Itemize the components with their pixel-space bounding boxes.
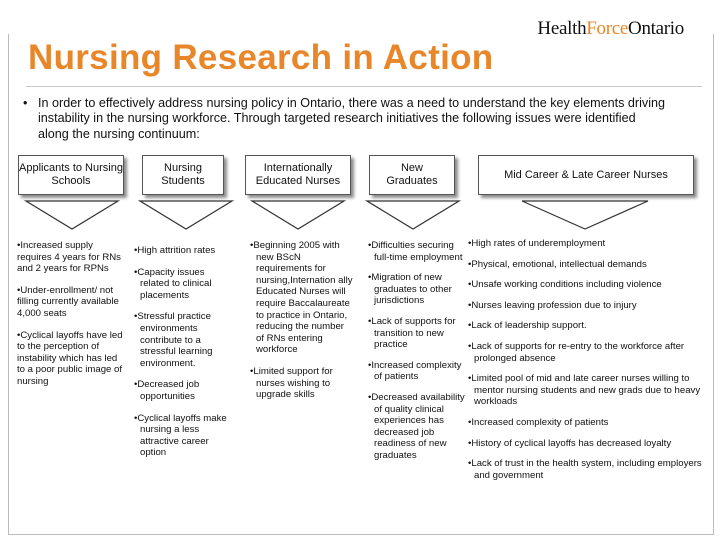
list-item: •Stressful practice environments contribute to a stressful learning environment. — [134, 311, 213, 369]
slide-title: Nursing Research in Action — [28, 38, 494, 77]
issues-list-students — [134, 240, 252, 469]
list-item: •Limited pool of mid and late career nurses willing to mentor nursing students and new grads due to heavy workloads — [468, 373, 701, 408]
list-item: •Lack of leadership support. — [468, 320, 587, 332]
logo-text-ontario: Ontario — [628, 18, 684, 39]
list-item: •Limited support for nurses wishing to upgrade skills — [250, 365, 333, 401]
list-item: •Capacity issues related to clinical placements — [134, 266, 212, 301]
down-arrow-icon — [520, 199, 650, 231]
list-item: •Lack of supports for re-entry to the workforce after prolonged absence — [468, 340, 685, 364]
list-item: •Difficulties securing full-time employment — [368, 240, 463, 263]
list-item: •Lack of supports for transition to new practice — [368, 315, 456, 351]
list-item: •Beginning 2005 with new BScN requirements for nursing,Internation ally Educated Nurses will require Baccalaureate to practice in Ontario, reducing the number of RNs entering workforce — [250, 240, 353, 356]
stage-box-internationally-educated — [245, 155, 351, 195]
down-arrow-icon — [138, 199, 234, 231]
stage-label: Mid Career & Late Career Nurses — [504, 168, 668, 181]
stage-box-students — [142, 155, 224, 195]
list-item: •Increased supply requires 4 years for RNs and 2 years for RPNs — [17, 240, 121, 275]
bullet-dot: • — [23, 96, 28, 110]
stage-box-new-graduates — [369, 155, 455, 195]
list-item: •High attrition rates — [134, 245, 216, 256]
issues-list-applicants — [17, 240, 125, 398]
stage-label: Nursing Students — [161, 162, 205, 187]
issues-list-new-graduates — [368, 240, 468, 471]
list-item: •Migration of new graduates to other jurisdictions — [368, 272, 452, 307]
stage-label: New Graduates — [386, 162, 438, 187]
list-item: •Under-enrollment/ not filling currently available 4,000 seats — [17, 284, 119, 319]
down-arrow-icon — [365, 199, 461, 231]
list-item: •Increased complexity of patients — [468, 416, 609, 428]
list-item: •Decreased availability of quality clinical experiences has decreased job readiness of new graduates — [368, 391, 465, 461]
logo-text-force: Force — [586, 18, 629, 39]
intro-bullet — [23, 96, 668, 142]
stage-label: Internationally Educated Nurses — [255, 162, 341, 187]
list-item: •Unsafe working conditions including violence — [468, 279, 662, 291]
stage-box-mid-late-career — [478, 155, 694, 195]
list-item: •Decreased job opportunities — [134, 379, 200, 402]
logo-text-health: Health — [537, 18, 587, 39]
down-arrow-icon — [250, 199, 346, 231]
issues-list-mid-late-career — [468, 238, 706, 490]
intro-text: In order to effectively address nursing policy in Ontario, there was a need to understand the key elements driving instability in the nursing workforce. Through targeted research initiatives the following issues were identified along the nursing continuum: — [38, 96, 666, 141]
list-item: •Physical, emotional, intellectual demands — [468, 258, 647, 270]
issues-list-internationally-educated — [250, 240, 354, 411]
list-item: •High rates of underemployment — [468, 238, 606, 249]
down-arrow-icon — [24, 199, 120, 231]
list-item: •Cyclical layoffs make nursing a less attractive career option — [134, 412, 227, 459]
title-divider — [26, 86, 702, 87]
list-item: •Lack of trust in the health system, including employers and government — [468, 458, 702, 481]
list-item: •Nurses leaving profession due to injury — [468, 299, 637, 311]
list-item: •Increased complexity of patients — [368, 359, 462, 383]
stage-label: Applicants to Nursing Schools — [19, 162, 123, 187]
list-item: •History of cyclical layoffs has decreased loyalty — [468, 437, 672, 449]
list-item: •Cyclical layoffs have led to the perception of instability which has led to a poor public image of nursing — [17, 329, 123, 387]
stage-box-applicants — [18, 155, 124, 195]
